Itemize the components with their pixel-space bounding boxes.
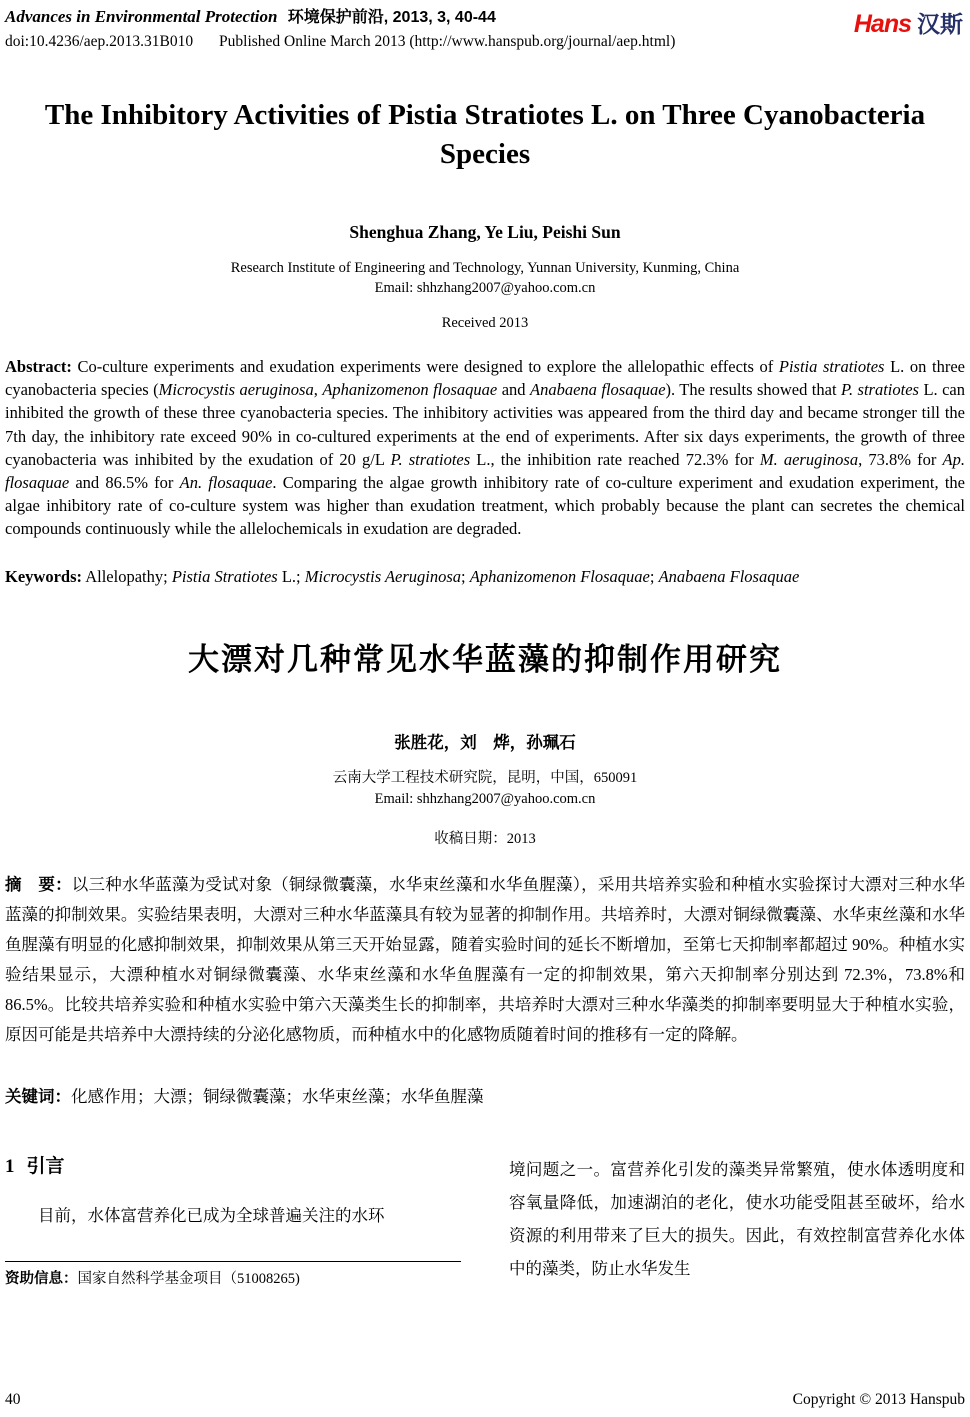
- left-column: [5, 1151, 461, 1289]
- hanspub-logo-english: Hans: [853, 10, 911, 38]
- page-footer: [5, 1391, 965, 1409]
- funding-info: 国家自然科学基金项目（51008265): [77, 1270, 300, 1287]
- page-number: 40: [5, 1391, 21, 1408]
- keywords-list-english: Allelopathy; Pistia Stratiotes L.; Microcystis Aeruginosa; Aphanizomenon Flosaquae; Anabaena Flosaquae: [82, 566, 800, 586]
- funding-label: 资助信息：: [5, 1270, 78, 1287]
- journal-name-chinese-volume: 环境保护前沿, 2013, 3, 40-44: [287, 9, 496, 26]
- section-1-heading: [5, 1151, 461, 1178]
- paper-title-english: The Inhibitory Activities of Pistia Stratiotes L. on Three Cyanobacteria Species: [44, 99, 926, 170]
- abstract-label-english: Abstract:: [5, 357, 72, 376]
- journal-title-line: [5, 6, 965, 29]
- keywords-chinese: [5, 1083, 965, 1107]
- section-number: 1: [5, 1155, 15, 1177]
- footnote-divider: [5, 1261, 461, 1262]
- journal-name-english: Advances in Environmental Protection: [5, 7, 278, 26]
- received-date-english: Received 2013: [441, 315, 529, 331]
- keywords-english: [5, 565, 965, 588]
- abstract-chinese: [5, 870, 965, 1050]
- abstract-body-english: Co-culture experiments and exudation experiments were designed to explore the allelopathic effects of Pistia stratiotes L. on three cyanobacteria species (Microcystis aeruginosa, Aphanizomenon flosaquae and Anabaena flosaquae). The results showed that P. stratiotes L. can inhibited the growth of these three cyanobacteria species. The inhibitory activities was appeared from the third day and became stronger till the 7th day, the inhibitory rate exceed 90% in co-cultured experiments at the end of experiments. After six days experiments, the growth of three cyanobacteria was inhibited by the exudation of 20 g/L P. stratiotes L., the inhibition rate reached 72.3% for M. aeruginosa, 73.8% for Ap. flosaquae and 86.5% for An. flosaquae. Comparing the algae growth inhibitory rate of co-culture experiment and exudation experiment, the algae inhibitory rate of co-culture system was higher than exudation treatment, which probably because the plant can secretes the chemical compounds continuously while the allelochemicals in exudation are degraded.: [5, 357, 965, 539]
- doi-line: [5, 32, 965, 52]
- abstract-english: [5, 355, 965, 541]
- copyright-text: Copyright © 2013 Hanspub: [792, 1391, 965, 1408]
- footnote-text: [5, 1269, 461, 1289]
- abstract-body-chinese: 以三种水华蓝藻为受试对象（铜绿微囊藻，水华束丝藻和水华鱼腥藻），采用共培养实验和种植水实验探讨大漂对三种水华蓝藻的抑制效果。实验结果表明，大漂对三种水华蓝藻具有较为显著的抑制作用。共培养时，大漂对铜绿微囊藻、水华束丝藻和水华鱼腥藻有明显的化感抑制效果，抑制效果从第三天开始显露，随着实验时间的延长不断增加，至第七天抑制率都超过 90%。种植水实验结果显示，大漂种植水对铜绿微囊藻、水华束丝藻和水华鱼腥藻有一定的抑制效果，第六天抑制率分别达到 72.3%，73.8%和 86.5%。比较共培养实验和种植水实验中第六天藻类生长的抑制率，共培养时大漂对三种水华藻类的抑制率要明显大于种植水实验，原因可能是共培养中大漂持续的分泌化感物质，而种植水中的化感物质随着时间的推移有一定的降解。: [5, 874, 966, 1044]
- affiliation-english: [5, 258, 965, 298]
- abstract-label-chinese: 摘 要：: [5, 875, 72, 894]
- journal-header: [5, 6, 965, 52]
- right-column: [509, 1151, 965, 1289]
- body-columns: [5, 1151, 965, 1289]
- intro-paragraph-left: 目前，水体富营养化已成为全球普遍关注的水环: [38, 1205, 385, 1225]
- affiliation-line: Research Institute of Engineering and Technology, Yunnan University, Kunming, China: [230, 260, 740, 276]
- section-title: 引言: [26, 1155, 65, 1177]
- keywords-label-english: Keywords:: [5, 566, 82, 586]
- email-line-english: Email: shhzhang2007@yahoo.com.cn: [374, 280, 596, 296]
- affiliation-line-chinese: 云南大学工程技术研究院，昆明，中国，650091: [332, 769, 638, 786]
- authors-english: Shenghua Zhang, Ye Liu, Peishi Sun: [349, 222, 621, 242]
- doi-text: doi:10.4236/aep.2013.31B010: [5, 33, 194, 50]
- intro-paragraph-right: 境问题之一。富营养化引发的藻类异常繁殖，使水体透明度和容氧量降低，加速湖泊的老化，使水功能受阻甚至破坏，给水资源的利用带来了巨大的损失。因此，有效控制富营养化水体中的藻类，防止水华发生: [509, 1159, 965, 1278]
- email-line-chinese: Email: shhzhang2007@yahoo.com.cn: [374, 790, 596, 807]
- authors-chinese: 张胜花，刘 烨，孙珮石: [394, 733, 576, 752]
- keywords-list-chinese: 化感作用；大漂；铜绿微囊藻；水华束丝藻；水华鱼腥藻: [71, 1086, 484, 1106]
- hanspub-logo: [854, 6, 963, 39]
- funding-footnote: [5, 1261, 461, 1289]
- keywords-label-chinese: 关键词：: [5, 1087, 71, 1106]
- hanspub-logo-chinese: 汉斯: [917, 11, 963, 37]
- published-online-text: Published Online March 2013 (http://www.hanspub.org/journal/aep.html): [219, 33, 676, 50]
- affiliation-chinese: [5, 768, 965, 810]
- received-date-chinese: 收稿日期：2013: [434, 830, 536, 847]
- paper-title-chinese: 大漂对几种常见水华蓝藻的抑制作用研究: [188, 641, 782, 677]
